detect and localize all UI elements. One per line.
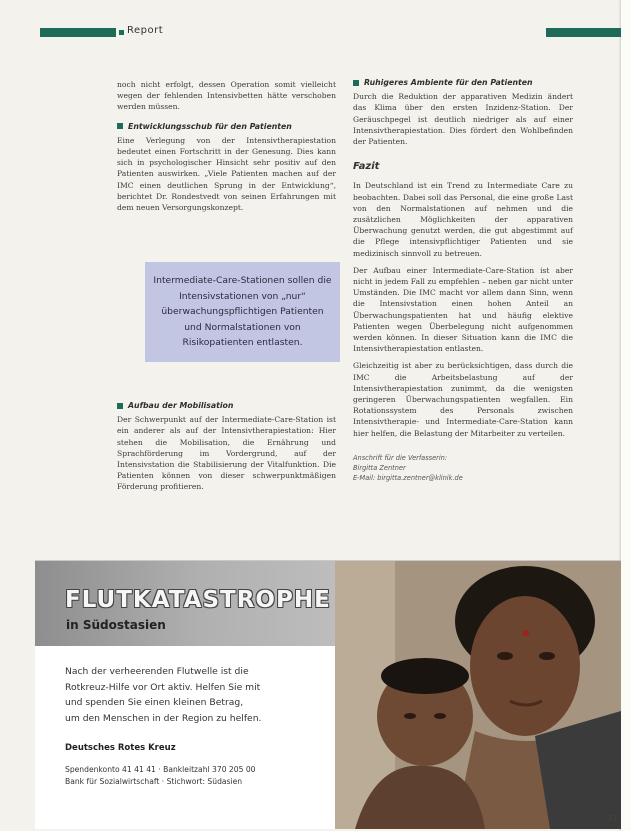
ad-body-line: um den Menschen in der Region zu helfen. xyxy=(65,712,262,724)
pull-quote-text: Intermediate-Care-Stationen sollen die Intensivstationen von „nur“ überwachungspflichtigen Patienten und Normalstationen von Risikopatienten entlasten. xyxy=(153,275,332,349)
subheading-entwicklung xyxy=(117,121,336,132)
credit-label: Anschrift für die Verfasserin: xyxy=(353,453,448,462)
paragraph-entwicklung: Eine Verlegung von der Intensivtherapiestation bedeutet einen Fortschritt in der Genesung. Dies kann sich in psychologischer Hinsicht sehr positiv auf den Patienten auswirken. „Viele Patienten machen auf der IMC einen deutlichen Sprung in der Entwicklung“, berichtet Dr. Rondestvedt von seinen Erfahrungen mit dem neuen Versorgungskonzept. xyxy=(117,135,336,213)
ad-title: FLUTKATASTROPHE xyxy=(65,587,331,613)
right-column xyxy=(353,77,573,483)
paragraph-ambiente: Durch die Reduktion der apparativen Medizin ändert das Klima über den ersten Inzidenz-Station. Der Geräuschpegel ist deutlich niedriger als auf einer Intensivtherapiestation. Dies fördert den Wohlbefinden der Patienten. xyxy=(353,92,573,147)
section-label: Report xyxy=(127,25,164,36)
ad-subtitle: in Südostasien xyxy=(66,618,166,632)
account-line: Bank für Sozialwirtschaft · Stichwort: Südasien xyxy=(65,777,243,786)
author-credit xyxy=(353,453,573,483)
credit-name: Birgitta Zentner xyxy=(353,463,406,472)
subheading-text: Aufbau der Mobilisation xyxy=(128,401,234,410)
header-bar-left xyxy=(40,28,116,37)
ad-body-line: und spenden Sie einen kleinen Betrag, xyxy=(65,697,244,708)
fazit-paragraph-2: Der Aufbau einer Intermediate-Care-Station ist aber nicht in jedem Fall zu empfehlen – neben gar nicht unter Umständen. Die IMC macht vor allem dann Sinn, wenn die Intensivstation einen hohen Anteil an Überwachungspatienten hat und häufig elektive Patienten wegen Überbelegung nicht aufgenommen werden können. In dieser Situation kann die IMC die Intensivtherapiestation entlasten. xyxy=(353,265,573,354)
donation-ad xyxy=(35,560,621,829)
page-number: 23 xyxy=(606,814,617,823)
left-column xyxy=(117,79,336,219)
paragraph-mobilisation: Der Schwerpunkt auf der Intermediate-Care-Station ist ein anderer als auf der Intensivtherapiestation: Hier stehen die Mobilisation, die Ernährung und Sprachförderung im Vordergrund, auf der Intensivstation die Stabilisierung der Vitalfunktion. Die Patienten können von dieser schwerpunktmäßigen Förderung profitieren. xyxy=(117,415,336,492)
fazit-heading: Fazit xyxy=(353,161,380,173)
ad-body-line: Nach der verheerenden Flutwelle ist die xyxy=(65,666,249,677)
bullet-square-icon xyxy=(117,403,123,409)
ad-organization: Deutsches Rotes Kreuz xyxy=(65,743,176,753)
ad-body xyxy=(65,664,333,726)
mother-child-photo xyxy=(335,561,621,829)
fazit-paragraph-3: Gleichzeitig ist aber zu berücksichtigen, dass durch die IMC die Arbeitsbelastung auf der Intensivtherapiestation zunimmt, da die wenigsten geringeren Überwachungspatienten wegfallen. Ein Rotationssystem des Personals zwischen Intensivtherapie- und Intermediate-Care-Station kann hier helfen, die Belastung der Mitarbeiter zu verteilen. xyxy=(353,361,573,438)
intro-paragraph: noch nicht erfolgt, dessen Operation somit vielleicht wegen der fehlenden Intensivbetten hätte verschoben werden müssen. xyxy=(117,80,336,112)
ad-body-line: Rotkreuz-Hilfe vor Ort aktiv. Helfen Sie mit xyxy=(65,681,261,693)
fazit-paragraph-1: In Deutschland ist ein Trend zu Intermediate Care zu beobachten. Dabei soll das Personal, die eine große Last von den Normalstationen auf nehmen und die zusätzlichen Möglichkeiten der apparativen Überwachung genutzt werden, die gut abgestimmt auf die Pflege intensivpflichtiger Patienten und sie medizinisch sinnvoll zu betreuen. xyxy=(353,181,573,258)
pull-quote xyxy=(145,262,340,362)
account-line: Spendenkonto 41 41 41 · Bankleitzahl 370 205 00 xyxy=(65,765,256,774)
page-edge xyxy=(621,0,631,831)
header-square-icon xyxy=(119,30,124,35)
credit-email: E-Mail: birgitta.zentner@klinik.de xyxy=(353,473,463,482)
subheading-text: Ruhigeres Ambiente für den Patienten xyxy=(364,78,533,87)
bullet-square-icon xyxy=(353,80,359,86)
subheading-mobilisation xyxy=(117,400,336,411)
ad-account-info xyxy=(65,764,256,788)
subheading-ambiente xyxy=(353,77,573,88)
subheading-text: Entwicklungsschub für den Patienten xyxy=(128,121,292,131)
header-bar-right xyxy=(546,28,621,37)
photo-illustration xyxy=(335,561,621,829)
bullet-square-icon xyxy=(117,123,123,129)
left-column-lower xyxy=(117,400,336,499)
